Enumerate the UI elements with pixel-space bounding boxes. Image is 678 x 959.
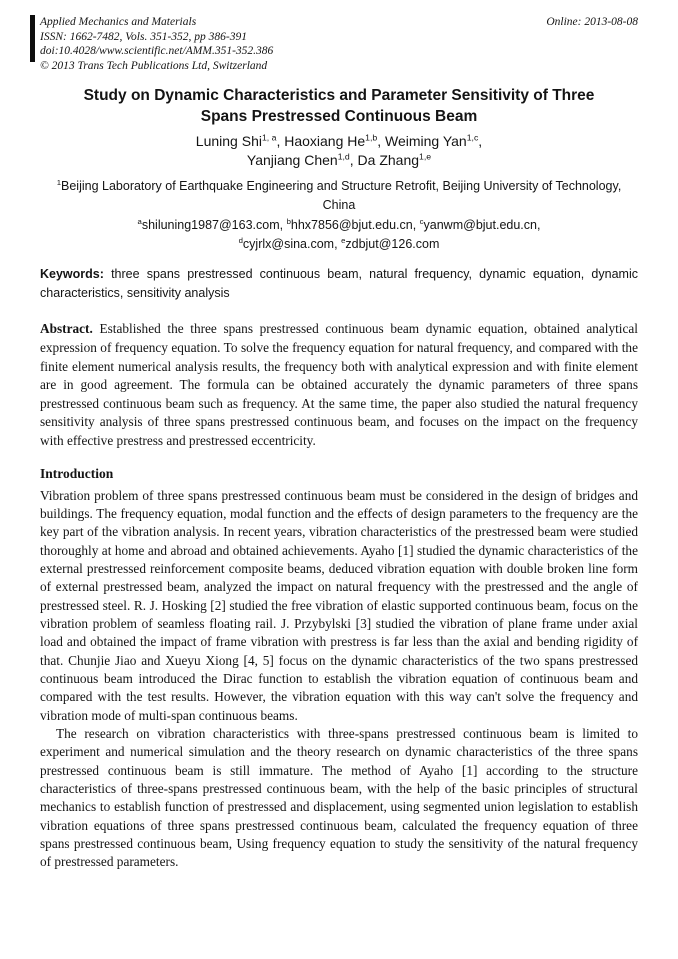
abstract-label: Abstract. [40,321,93,337]
journal-name: Applied Mechanics and Materials [40,16,197,28]
author-list [40,132,638,171]
copyright-line: © 2013 Trans Tech Publications Ltd, Switzerland [40,60,268,73]
abstract-text: Established the three spans prestressed continuous beam dynamic equation, obtained analytical expression of frequency equation. To solve the frequency equation for natural frequency, and compared with the finite element numerical analysis results, the frequency both with analytical expression and with finite element are in good agreement. The formula can be obtained accurately the dynamic parameters of three spans prestressed continuous beam such as frequency. At the same time, the paper also studied the natural frequency sensitivity analysis of three spans prestressed continuous beam, and focuses on the impact on the frequency with effective prestress and prestressed eccentricity. [40,321,638,448]
section-heading-introduction: Introduction [40,465,114,481]
email-address: yanwm@bjut.edu.cn [423,218,537,233]
email-separator: , [412,218,420,233]
abstract-block [40,320,638,450]
keywords-block [40,265,638,303]
email-separator: , [279,218,287,233]
author-superscript: 1,e [419,151,432,162]
email-line-2 [40,235,638,254]
affiliation [52,177,627,215]
scan-artifact-bar [30,15,35,62]
author-superscript: 1,b [365,131,378,142]
paper-title: Study on Dynamic Characteristics and Parameter Sensitivity of Three Spans Prestressed Continuous Beam [83,86,595,126]
email-address: cyjrlx@sina.com [242,237,335,252]
author-separator: , [349,152,358,169]
author-separator: , [276,132,285,149]
email-address: zdbjut@126.com [345,237,440,252]
author-superscript: 1,d [337,151,350,162]
email-address: shiluning1987@163.com [141,218,280,233]
author-line-2 [40,151,638,171]
journal-header [40,15,638,74]
author-superscript: 1, a [261,131,277,142]
email-separator: , [536,218,541,233]
email-superscript: d [238,235,243,245]
author-name: Da Zhang [357,152,420,169]
affiliation-superscript: 1 [56,177,62,187]
author-name: Haoxiang He [284,132,366,149]
author-name: Weiming Yan [385,132,467,149]
introduction-paragraph-2: The research on vibration characteristics with three-spans prestressed continuous beam is limited to experiment and numerical simulation and the theory research on dynamic characteristics of the three spans prestressed continuous beam is still immature. The method of Ayaho [1] according to the structure characteristics of three-spans prestressed continuous beam, with the help of the basic principles of structural mechanics to establish function of prestressed and displacement, using segmented union legislation to establish vibration equations of three spans prestressed continuous beam, calculated the frequency equation of three spans prestressed continuous beam, Using frequency equation to study the sensitivity of the natural frequency of prestressed parameters. [40,726,638,870]
author-line-1 [40,132,638,152]
author-superscript: 1,c [466,131,479,142]
email-superscript: b [286,217,291,227]
affiliation-text: Beijing Laboratory of Earthquake Engineering and Structure Retrofit, Beijing University of Technology, China [61,178,622,212]
header-row [40,15,638,30]
introduction-paragraph-1: Vibration problem of three spans prestressed continuous beam must be considered in the design of bridges and buildings. The frequency equation, modal function and the effects of design parameters to the frequency are the key part of the vibration analysis. In recent years, vibration characteristics of the prestressed beam were studied thoroughly at home and abroad and obtained achievements. Ayaho [1] studied the dynamic characteristics of the external prestressed reinforcement composite beams, deduced vibration equation with double broken line form of external prestressed beam, analyzed the impact on natural frequency with the prestressed and the angle of prestressed steel. R. J. Hosking [2] studied the free vibration of elastic supported continuous beam, focus on the vibration problem of seamless floating rail. J. Przybylski [3] studied the vibration of plane frame under axial load and obtained the impact of frame vibration with prestress is far less than the axial and bending rigidity of that. Chunjie Jiao and Xueyu Xiong [4, 5] focus on the dynamic characteristics of the two spans prestressed continuous beam introduced the Dirac function to establish the vibration equation of continuous beam and compared with the test results. However, the vibration equation with this way can't solve the frequency and vibration mode of multi-span continuous beams. [40,487,638,723]
email-superscript: c [419,217,424,227]
email-line-1 [40,216,638,235]
email-list [40,216,638,254]
keywords-label: Keywords: [40,266,104,281]
online-date: Online: 2013-08-08 [546,16,638,28]
author-separator: , [377,132,385,149]
author-name: Luning Shi [195,132,262,149]
email-address: hhx7856@bjut.edu.cn [290,218,413,233]
author-name: Yanjiang Chen [246,152,338,169]
keywords-text: three spans prestressed continuous beam, natural frequency, dynamic equation, dynamic characteristics, sensitivity analysis [40,266,638,300]
email-separator: , [334,237,342,252]
issn-line: ISSN: 1662-7482, Vols. 351-352, pp 386-391 [40,30,247,43]
doi-line: doi:10.4028/www.scientific.net/AMM.351-352.386 [40,45,274,58]
email-superscript: e [341,235,346,245]
author-separator: , [478,132,483,149]
email-superscript: a [137,217,142,227]
